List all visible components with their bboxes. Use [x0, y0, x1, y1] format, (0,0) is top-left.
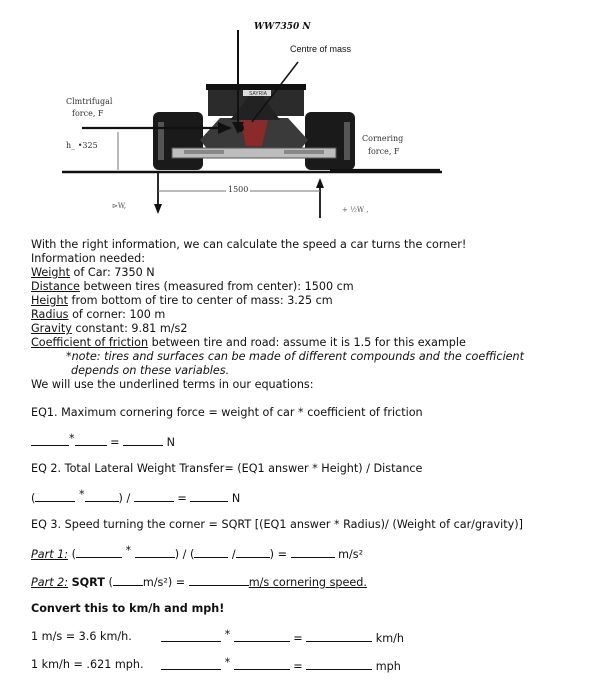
- eq3-blank-part1[interactable]: [113, 574, 143, 586]
- convert-row-1: [161, 630, 404, 646]
- convert-title: Convert this to km/h and mph!: [31, 602, 225, 615]
- convert-row-2-star: *: [224, 656, 231, 669]
- convert-row-2-equals: =: [293, 660, 303, 673]
- convert-row-1-blank-factor[interactable]: [234, 630, 290, 642]
- info-term: Coefficient of friction: [31, 336, 149, 349]
- eq3-slash: /: [231, 548, 236, 561]
- info-rest: between tires (measured from center): 1500 cm: [79, 280, 354, 293]
- info-term: Gravity: [31, 322, 72, 335]
- convert-row-2-label: 1 km/h = .621 mph.: [31, 658, 144, 671]
- eq3-blank-eq1[interactable]: [76, 546, 122, 558]
- eq2-blank-answer[interactable]: [190, 490, 228, 502]
- convert-row-2-blank-answer[interactable]: [306, 658, 372, 670]
- centre-of-mass-label: Centre of mass: [290, 44, 352, 54]
- note-line-1: *note: tires and surfaces can be made of different compounds and the coefficient: [66, 350, 525, 363]
- convert-row-1-unit: km/h: [375, 632, 405, 645]
- eq3-close-eq: ) =: [269, 548, 287, 561]
- info-radius: [31, 308, 165, 322]
- info-rest: of Car: 7350 N: [69, 266, 155, 279]
- eq3-blank-weight[interactable]: [194, 546, 228, 558]
- eq3-speed-label: m/s cornering speed.: [248, 576, 367, 589]
- eq2-unit: N: [231, 492, 241, 505]
- info-term: Weight: [31, 266, 70, 279]
- eq3-open2: (: [108, 576, 113, 589]
- width-label: 1500: [228, 185, 249, 194]
- weight-label: WW7350 N: [254, 22, 311, 32]
- eq2-open-paren: (: [31, 492, 36, 505]
- left-force-label-1: Clmtrifugal: [66, 97, 113, 106]
- eq3-part2: [31, 574, 367, 590]
- convert-row-1-blank-value[interactable]: [161, 630, 221, 642]
- convert-row-1-equals: =: [293, 632, 303, 645]
- convert-row-1-label: 1 m/s = 3.6 km/h.: [31, 630, 132, 643]
- right-force-label-2: force, F: [368, 147, 400, 156]
- convert-row-2-unit: mph: [375, 660, 401, 673]
- left-weight-label: ⊳W,: [112, 202, 127, 210]
- info-distance: [31, 280, 354, 294]
- centre-of-mass-dot: [236, 124, 244, 132]
- eq2-blank-distance[interactable]: [134, 490, 174, 502]
- info-rest: between tire and road: assume it is 1.5 for this example: [148, 336, 466, 349]
- eq3-part1-label: Part 1:: [31, 548, 69, 561]
- eq1-text: EQ1. Maximum cornering force = weight of car * coefficient of friction: [31, 406, 423, 419]
- eq3-close2: m/s²) =: [142, 576, 186, 589]
- eq1-workspace: [31, 434, 175, 450]
- left-force-label-2: force, F: [72, 109, 104, 118]
- eq3-part2-label: Part 2:: [31, 576, 69, 589]
- intro-line-1: With the right information, we can calculate the speed a car turns the corner!: [31, 238, 467, 251]
- info-term: Radius: [31, 308, 69, 321]
- info-gravity: [31, 322, 187, 336]
- eq1-star: *: [69, 432, 75, 445]
- eq2-blank-eq1[interactable]: [35, 490, 75, 502]
- eq3-star: *: [125, 544, 132, 557]
- eq1-unit: N: [166, 436, 176, 449]
- convert-row-2: [161, 658, 401, 674]
- eq3-unit1: m/s²: [338, 548, 364, 561]
- eq3-part1: [31, 546, 363, 562]
- height-label: h_ •325: [66, 141, 98, 150]
- underline-note: We will use the underlined terms in our equations:: [31, 378, 314, 391]
- info-term: Height: [31, 294, 68, 307]
- right-force-label-1: Cornering: [362, 134, 404, 143]
- eq2-star: *: [78, 488, 85, 501]
- right-weight-arrowhead: [316, 178, 324, 188]
- eq2-blank-height[interactable]: [85, 490, 119, 502]
- eq2-text: EQ 2. Total Lateral Weight Transfer= (EQ1 answer * Height) / Distance: [31, 462, 423, 475]
- convert-row-1-star: *: [224, 628, 231, 641]
- eq3-blank-gravity[interactable]: [236, 546, 270, 558]
- eq2-close-div: ) /: [118, 492, 131, 505]
- convert-row-2-blank-factor[interactable]: [234, 658, 290, 670]
- eq1-blank-answer[interactable]: [123, 434, 163, 446]
- eq3-blank-part1-answer[interactable]: [291, 546, 335, 558]
- info-rest: from bottom of tire to center of mass: 3.25 cm: [67, 294, 333, 307]
- eq3-close-div-open: ) / (: [174, 548, 195, 561]
- eq3-sqrt: SQRT: [71, 576, 105, 589]
- convert-row-2-blank-value[interactable]: [161, 658, 221, 670]
- convert-row-1-blank-answer[interactable]: [306, 630, 372, 642]
- eq3-blank-speed[interactable]: [189, 574, 249, 586]
- eq3-open-paren: (: [71, 548, 76, 561]
- eq3-text: EQ 3. Speed turning the corner = SQRT [(EQ1 answer * Radius)/ (Weight of car/gravity)]: [31, 518, 523, 531]
- eq2-workspace: [31, 490, 240, 506]
- eq1-blank-friction[interactable]: [75, 434, 107, 446]
- info-rest: of corner: 100 m: [68, 308, 166, 321]
- eq3-blank-radius[interactable]: [135, 546, 175, 558]
- info-term: Distance: [31, 280, 80, 293]
- eq1-equals: =: [110, 436, 120, 449]
- right-weight-label: + ½W ,: [342, 206, 369, 214]
- info-friction: [31, 336, 466, 350]
- info-rest: constant: 9.81 m/s2: [71, 322, 188, 335]
- eq2-equals: =: [177, 492, 187, 505]
- left-weight-arrowhead: [154, 204, 162, 214]
- info-height: [31, 294, 333, 308]
- eq1-blank-weight[interactable]: [31, 434, 69, 446]
- car-brand-label: SAYRIA: [249, 91, 267, 97]
- note-line-2: depends on these variables.: [71, 364, 230, 377]
- intro-line-2: Information needed:: [31, 252, 146, 265]
- info-weight: [31, 266, 155, 280]
